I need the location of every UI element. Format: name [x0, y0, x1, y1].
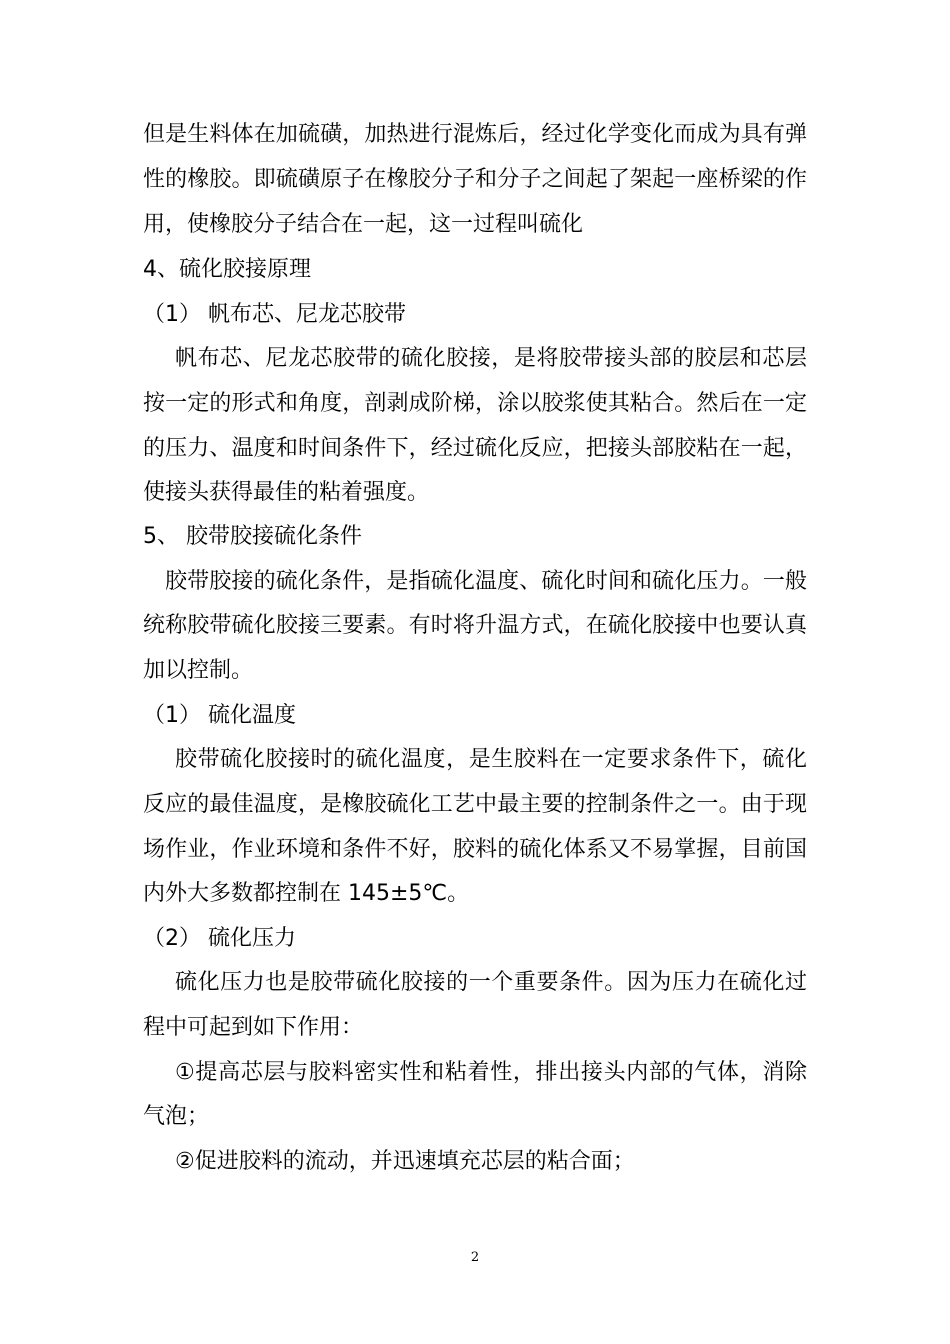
- paragraph-line: 内外大多数都控制在 145±5℃。: [143, 881, 470, 906]
- section-heading: 5、 胶带胶接硫化条件: [143, 524, 362, 549]
- page-number: 2: [470, 1250, 480, 1265]
- section-heading: 4、硫化胶接原理: [143, 257, 311, 282]
- paragraph-line: 反应的最佳温度，是橡胶硫化工艺中最主要的控制条件之一。由于现: [143, 792, 807, 817]
- subsection-heading: （1） 硫化温度: [143, 703, 296, 728]
- paragraph-line: 程中可起到如下作用：: [143, 1015, 364, 1040]
- paragraph-line: 使接头获得最佳的粘着强度。: [143, 480, 430, 505]
- list-item-line: ②促进胶料的流动，并迅速填充芯层的粘合面；: [175, 1149, 635, 1174]
- paragraph-line: 加以控制。: [143, 658, 254, 683]
- paragraph-line: 性的橡胶。即硫磺原子在橡胶分子和分子之间起了架起一座桥梁的作: [143, 167, 807, 192]
- paragraph-line: 帆布芯、尼龙芯胶带的硫化胶接，是将胶带接头部的胶层和芯层: [175, 346, 807, 371]
- paragraph-line: 胶带胶接的硫化条件，是指硫化温度、硫化时间和硫化压力。一般: [165, 569, 807, 594]
- subsection-heading: （1） 帆布芯、尼龙芯胶带: [143, 302, 406, 327]
- paragraph-line: 胶带硫化胶接时的硫化温度，是生胶料在一定要求条件下，硫化: [175, 747, 807, 772]
- paragraph-line: 统称胶带硫化胶接三要素。有时将升温方式，在硫化胶接中也要认真: [143, 613, 807, 638]
- list-item-line: ①提高芯层与胶料密实性和粘着性，排出接头内部的气体，消除: [175, 1060, 807, 1085]
- paragraph-line: 的压力、温度和时间条件下，经过硫化反应，把接头部胶粘在一起，: [143, 436, 807, 461]
- paragraph-line: 按一定的形式和角度，剖剥成阶梯，涂以胶浆使其粘合。然后在一定: [143, 391, 807, 416]
- paragraph-line: 但是生料体在加硫磺，加热进行混炼后，经过化学变化而成为具有弹: [143, 122, 807, 147]
- paragraph-line: 硫化压力也是胶带硫化胶接的一个重要条件。因为压力在硫化过: [175, 970, 807, 995]
- paragraph-line: 用，使橡胶分子结合在一起，这一过程叫硫化: [143, 212, 584, 237]
- subsection-heading: （2） 硫化压力: [143, 926, 296, 951]
- paragraph-line: 场作业，作业环境和条件不好，胶料的硫化体系又不易掌握，目前国: [143, 837, 807, 862]
- list-item-line: 气泡；: [143, 1104, 210, 1129]
